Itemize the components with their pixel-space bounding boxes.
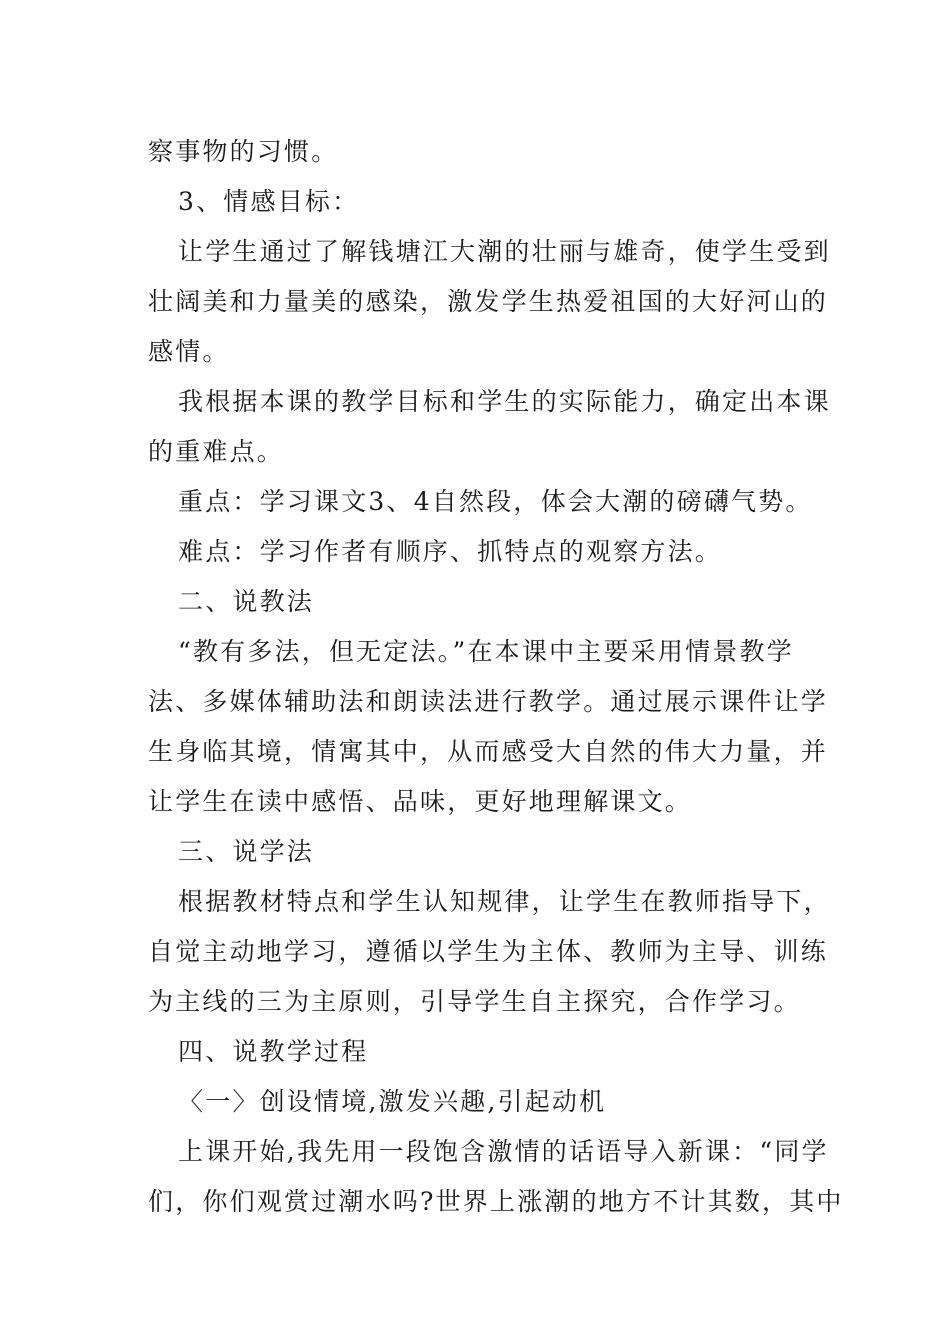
section-heading: 3、情感目标： — [178, 187, 360, 216]
text-line: 我根据本课的教学目标和学生的实际能力，确定出本课 — [178, 387, 831, 416]
text-line: 让学生通过了解钱塘江大潮的壮丽与雄奇，使学生受到 — [178, 237, 831, 266]
text-line: 为主线的三为主原则，引导学生自主探究，合作学习。 — [148, 987, 801, 1016]
text-line: 感情。 — [148, 337, 230, 366]
text-line: “教有多法，但无定法。”在本课中主要采用情景教学 — [178, 637, 794, 666]
subsection-heading: 〈一〉创设情境,激发兴趣,引起动机 — [178, 1087, 607, 1116]
text-line: 的重难点。 — [148, 437, 285, 466]
text-line: 上课开始,我先用一段饱含激情的话语导入新课：“同学 — [178, 1137, 829, 1166]
text-line: 察事物的习惯。 — [148, 137, 339, 166]
section-heading: 二、说教法 — [178, 587, 315, 616]
text-line: 重点：学习课文3、4自然段，体会大潮的磅礴气势。 — [178, 487, 813, 516]
section-heading: 三、说学法 — [178, 837, 315, 866]
text-line: 根据教材特点和学生认知规律，让学生在教师指导下， — [178, 887, 831, 916]
text-line: 难点：学习作者有顺序、抓特点的观察方法。 — [178, 537, 723, 566]
text-line: 自觉主动地学习，遵循以学生为主体、教师为主导、训练 — [148, 937, 829, 966]
text-line: 生身临其境，情寓其中，从而感受大自然的伟大力量，并 — [148, 737, 829, 766]
text-line: 壮阔美和力量美的感染，激发学生热爱祖国的大好河山的 — [148, 287, 829, 316]
text-line: 法、多媒体辅助法和朗读法进行教学。通过展示课件让学 — [148, 687, 829, 716]
text-line: 们，你们观赏过潮水吗?世界上涨潮的地方不计其数，其中 — [148, 1187, 844, 1216]
section-heading: 四、说教学过程 — [178, 1037, 369, 1066]
text-line: 让学生在读中感悟、品味，更好地理解课文。 — [148, 787, 693, 816]
